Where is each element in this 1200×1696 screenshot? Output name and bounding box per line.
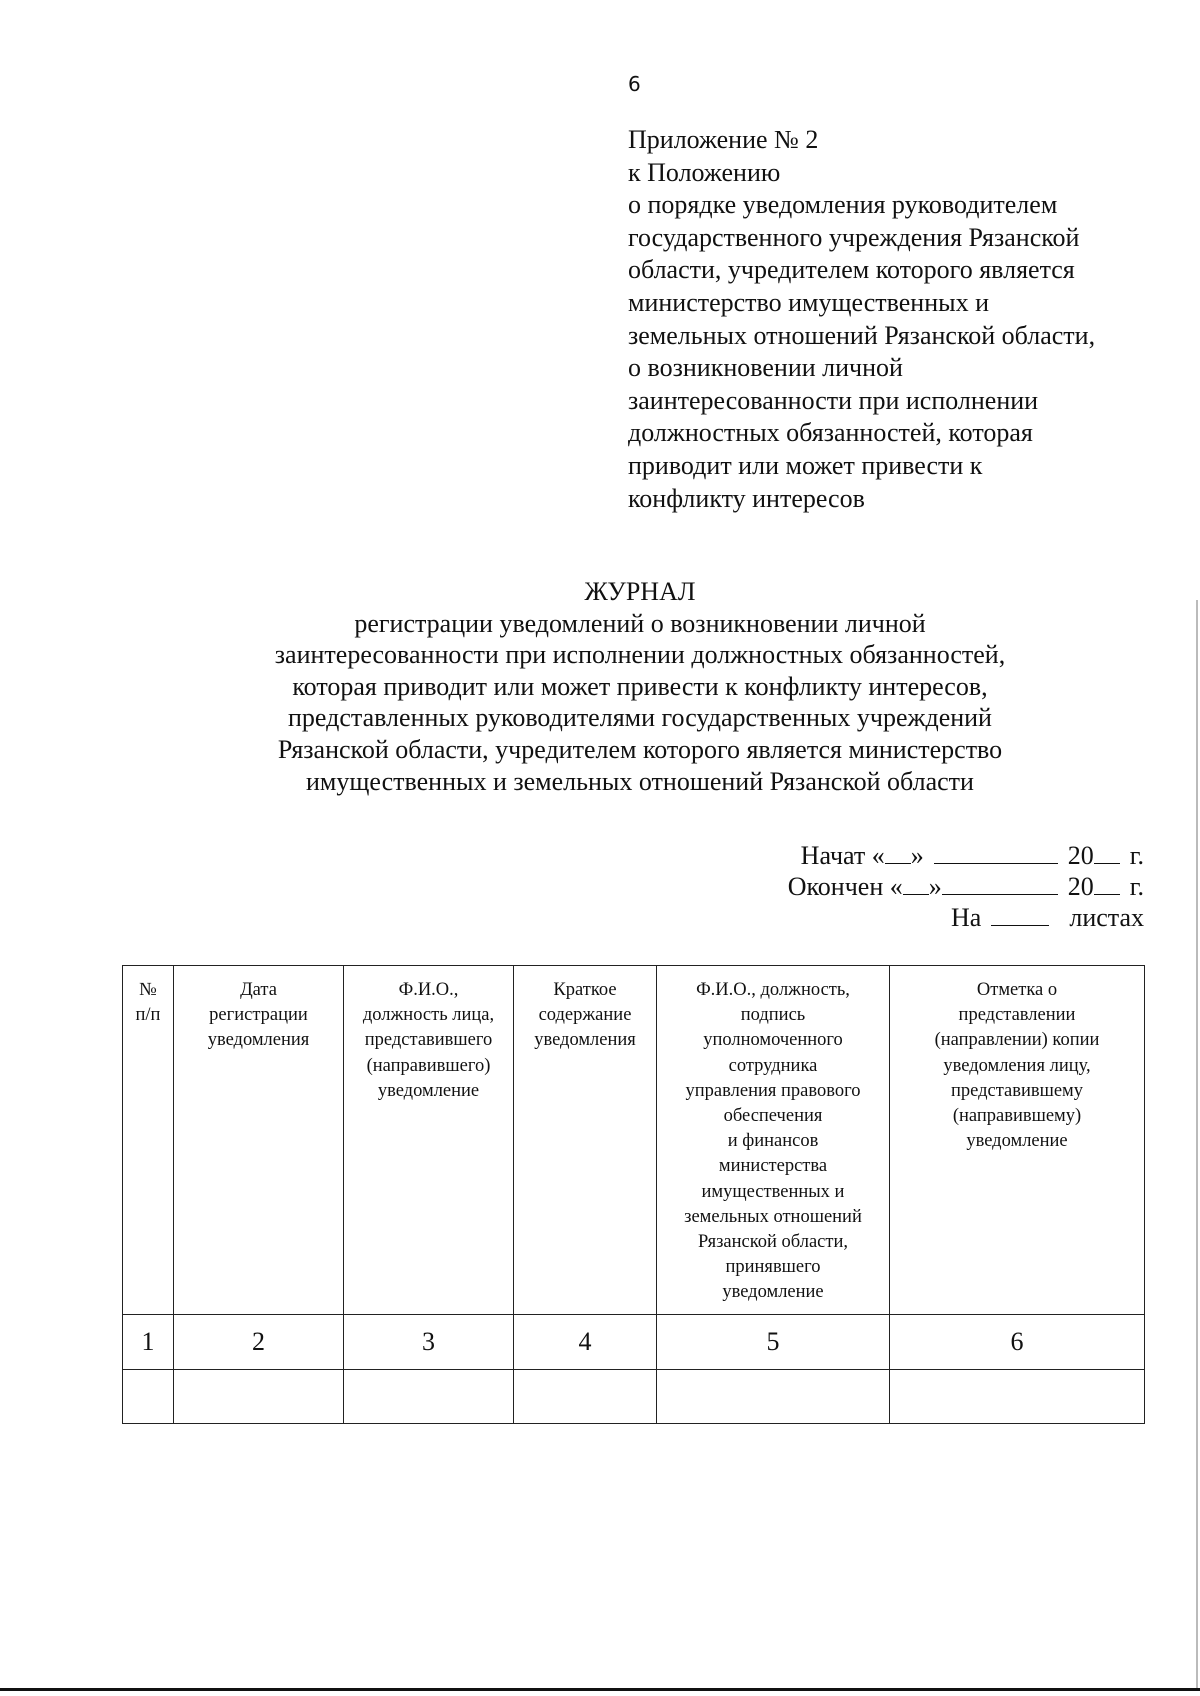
column-header-receiver <box>657 966 890 1315</box>
journal-subtitle-line: которая приводит или может привести к конфликту интересов, <box>292 671 988 701</box>
header-line: сотрудника <box>728 1055 818 1076</box>
empty-cell <box>890 1369 1145 1423</box>
header-line: Отметка о <box>976 980 1058 1000</box>
day-blank <box>903 873 929 895</box>
appendix-line: области, учредителем которого является <box>628 255 1075 285</box>
column-header-number <box>123 966 174 1315</box>
month-blank <box>934 842 1058 864</box>
year-suffix: г. <box>1129 841 1144 870</box>
empty-cell <box>344 1369 514 1423</box>
appendix-line: о возникновении личной <box>628 353 903 383</box>
appendix-line: приводит или может привести к <box>628 450 983 480</box>
appendix-line: должностных обязанностей, которая <box>628 418 1033 448</box>
appendix-line: о порядке уведомления руководителем <box>628 190 1058 220</box>
empty-entry-row <box>123 1369 1145 1423</box>
header-line: уведомления <box>207 1030 310 1051</box>
header-line: уведомление <box>722 1282 824 1303</box>
column-header-date <box>174 966 344 1315</box>
header-line: подпись <box>740 1005 806 1026</box>
header-line: (направившего) <box>366 1055 491 1076</box>
header-line: уведомление <box>377 1080 480 1101</box>
year-prefix: 20 <box>1067 872 1094 901</box>
header-line: уведомление <box>966 1131 1068 1152</box>
header-line: содержание <box>538 1005 632 1026</box>
column-number: 1 <box>123 1314 174 1369</box>
appendix-line: государственного учреждения Рязанской <box>628 222 1080 252</box>
quote-close: » <box>910 841 924 870</box>
journal-subtitle-line: Рязанской области, учредителем которого является министерство <box>277 734 1003 764</box>
appendix-line: земельных отношений Рязанской области, <box>628 320 1096 350</box>
header-line: имущественных и <box>701 1181 845 1202</box>
header-line: п/п <box>135 1005 161 1026</box>
header-line: Краткое <box>553 980 617 1000</box>
header-line: земельных отношений <box>684 1206 862 1227</box>
register-table <box>122 965 1145 1424</box>
sheets-row <box>724 902 1144 933</box>
started-label: Начат « <box>800 841 885 870</box>
header-line: представлении <box>958 1005 1076 1026</box>
column-header-submitter <box>344 966 514 1315</box>
header-line: и финансов <box>727 1131 819 1152</box>
header-line: уведомления лицу, <box>943 1055 1091 1076</box>
year-blank <box>1094 873 1120 895</box>
column-number: 5 <box>657 1314 890 1369</box>
sheets-prefix: На <box>951 903 982 932</box>
year-prefix: 20 <box>1067 841 1094 870</box>
header-line: № <box>139 980 157 1000</box>
header-line: Ф.И.О., должность, <box>696 980 850 1000</box>
column-number: 4 <box>514 1314 657 1369</box>
day-blank <box>885 842 911 864</box>
header-line: Дата <box>240 980 277 1000</box>
year-blank <box>1094 842 1120 864</box>
scan-bottom-line <box>0 1688 1200 1691</box>
started-row <box>724 840 1144 871</box>
column-header-copy-mark <box>890 966 1145 1315</box>
header-line: представившему <box>950 1080 1084 1101</box>
header-line: принявшего <box>725 1257 821 1278</box>
journal-subtitle-line: имущественных и земельных отношений Рязанской области <box>306 766 974 796</box>
scan-edge <box>1196 600 1198 1690</box>
column-number: 2 <box>174 1314 344 1369</box>
appendix-line: конфликту интересов <box>628 483 865 513</box>
journal-subtitle-line: заинтересованности при исполнении должностных обязанностей, <box>274 640 1006 670</box>
appendix-line: министерство имущественных и <box>628 287 989 317</box>
column-number-row <box>123 1314 1145 1369</box>
header-line: министерства <box>718 1156 828 1177</box>
journal-subtitle-line: представленных руководителями государственных учреждений <box>288 703 992 733</box>
header-line: должность лица, <box>362 1005 495 1026</box>
column-header-summary <box>514 966 657 1315</box>
empty-cell <box>514 1369 657 1423</box>
header-line: обеспечения <box>723 1106 823 1127</box>
header-line: уполномоченного <box>703 1030 843 1051</box>
header-line: Рязанской области, <box>697 1232 848 1253</box>
header-line: (направившему) <box>952 1106 1082 1127</box>
column-number: 6 <box>890 1314 1145 1369</box>
appendix-line: к Положению <box>628 157 781 187</box>
header-line: уведомления <box>534 1030 636 1051</box>
header-line: регистрации <box>209 1005 308 1026</box>
header-row <box>123 966 1145 1315</box>
appendix-line: заинтересованности при исполнении <box>628 385 1039 415</box>
year-suffix: г. <box>1129 872 1144 901</box>
sheets-blank <box>991 904 1049 926</box>
page-number: 6 <box>628 72 641 96</box>
appendix-block <box>628 124 1148 515</box>
empty-cell <box>123 1369 174 1423</box>
journal-header <box>140 576 1140 797</box>
journal-meta <box>724 840 1144 933</box>
sheets-suffix: листах <box>1069 903 1144 932</box>
journal-title: ЖУРНАЛ <box>584 577 696 606</box>
empty-cell <box>174 1369 344 1423</box>
month-blank <box>942 873 1058 895</box>
header-line: (направлении) копии <box>934 1030 1100 1051</box>
header-line: управления правового <box>685 1080 861 1101</box>
ended-label: Окончен « <box>787 872 903 901</box>
ended-row <box>724 871 1144 902</box>
appendix-line: Приложение № 2 <box>628 125 819 154</box>
column-number: 3 <box>344 1314 514 1369</box>
journal-subtitle-line: регистрации уведомлений о возникновении личной <box>354 608 926 638</box>
empty-cell <box>657 1369 890 1423</box>
header-line: представившего <box>364 1030 493 1051</box>
quote-close: » <box>928 872 942 901</box>
header-line: Ф.И.О., <box>398 980 459 1000</box>
